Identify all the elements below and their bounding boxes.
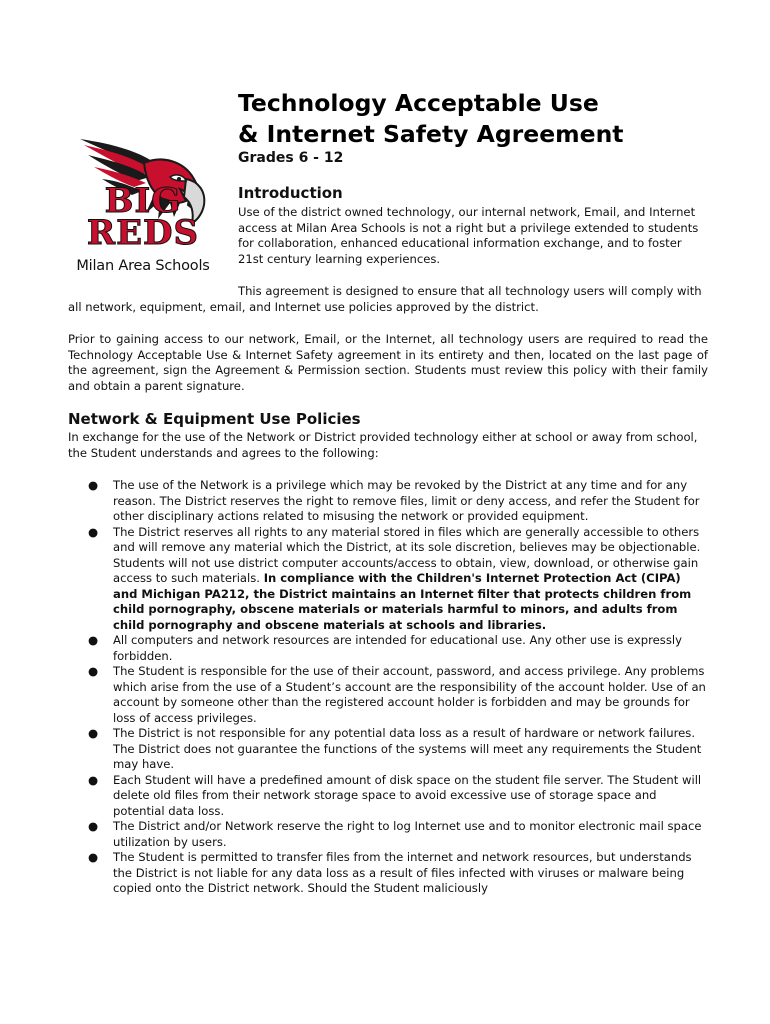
introduction-paragraph-3: Prior to gaining access to our network, Email, or the Internet, all technology users are required to read the Technology Acceptable Use & Internet Safety agreement in its entirety and then, located on the last page of the agreement, sign the Agreement & Permission section. Students must review this policy with their family and obtain a parent signature. — [68, 332, 708, 393]
document-title — [238, 88, 624, 150]
list-item — [68, 850, 708, 897]
policy-text: The District is not responsible for any potential data loss as a result of hardware or network failures. The District does not guarantee the functions of the systems will meet any requirements the Student may have. — [113, 726, 702, 771]
bullet-icon: ● — [88, 850, 99, 864]
bullet-icon: ● — [88, 633, 99, 647]
introduction-paragraph-2: This agreement is designed to ensure that all technology users will comply with all network, equipment, email, and Internet use policies approved by the district. — [68, 284, 702, 314]
network-section-heading: Network & Equipment Use Policies — [68, 410, 361, 428]
policy-text: The Student is permitted to transfer files from the internet and network resources, but understands the District is not liable for any data loss as a result of files infected with viruses or malware being copied onto the District network. Should the Student maliciously — [113, 850, 692, 895]
bullet-icon: ● — [88, 819, 99, 833]
bullet-icon: ● — [88, 772, 99, 787]
list-item — [68, 478, 708, 525]
list-item — [68, 633, 708, 664]
logo-big-text: BIG — [104, 181, 182, 221]
introduction-paragraph-1: Use of the district owned technology, our internal network, Email, and Internet access at Milan Area Schools is not a right but a privilege extended to students for collaboration, enhanced educational information exchange, and to foster 21st century learning experiences. — [238, 205, 699, 266]
list-item — [68, 664, 708, 726]
title-line-2: & Internet Safety Agreement — [238, 120, 624, 148]
policy-text: The District reserves all rights to any material stored in files which are generally accessible to others and will remove any material which the District, at its sole discretion, believes may be objectionable. Students will not use district computer accounts/access to obtain, view, download, or otherwise gain access to such materials. — [113, 524, 701, 585]
bullet-icon: ● — [88, 478, 99, 492]
list-item — [68, 819, 708, 850]
logo-reds-text: REDS — [86, 213, 200, 253]
network-section-intro: In exchange for the use of the Network or District provided technology either at school or away from school, the Student understands and agrees to the following: — [68, 430, 698, 460]
bullet-icon: ● — [88, 726, 99, 740]
policy-text: The Student is responsible for the use of their account, password, and access privilege. Any problems which arise from the use of a Student’s account are the responsibility of the account holder. Use of an account by someone other than the registered account holder is forbidden and may be grounds for loss of access privileges. — [113, 664, 706, 725]
bullet-icon: ● — [88, 524, 99, 539]
policy-list — [68, 478, 708, 897]
title-line-1: Technology Acceptable Use — [238, 89, 599, 117]
list-item — [68, 525, 708, 634]
policy-text: Each Student will have a predefined amount of disk space on the student file server. The Student will delete old files from their network storage space to avoid excessive use of storage space and potential data loss. — [113, 772, 702, 818]
grades-subtitle: Grades 6 - 12 — [238, 150, 344, 166]
policy-text: The District and/or Network reserve the right to log Internet use and to monitor electronic mail space utilization by users. — [113, 819, 702, 849]
school-name: Milan Area Schools — [76, 258, 210, 274]
bullet-icon: ● — [88, 664, 99, 678]
list-item — [68, 773, 708, 820]
policy-text: All computers and network resources are intended for educational use. Any other use is expressly forbidden. — [113, 633, 682, 663]
policy-bold-text: In compliance with the Children's Internet Protection Act (CIPA) and Michigan PA212, the District maintains an Internet filter that protects children from child pornography, obscene materials or materials harmful to minors, and adults from child pornography and obscene materials at schools and libraries. — [113, 571, 692, 632]
policy-text: The use of the Network is a privilege which may be revoked by the District at any time and for any reason. The District reserves the right to remove files, limit or deny access, and refer the Student for other disciplinary actions related to misusing the network or provided equipment. — [113, 478, 700, 523]
introduction-heading: Introduction — [238, 184, 343, 202]
list-item — [68, 726, 708, 773]
